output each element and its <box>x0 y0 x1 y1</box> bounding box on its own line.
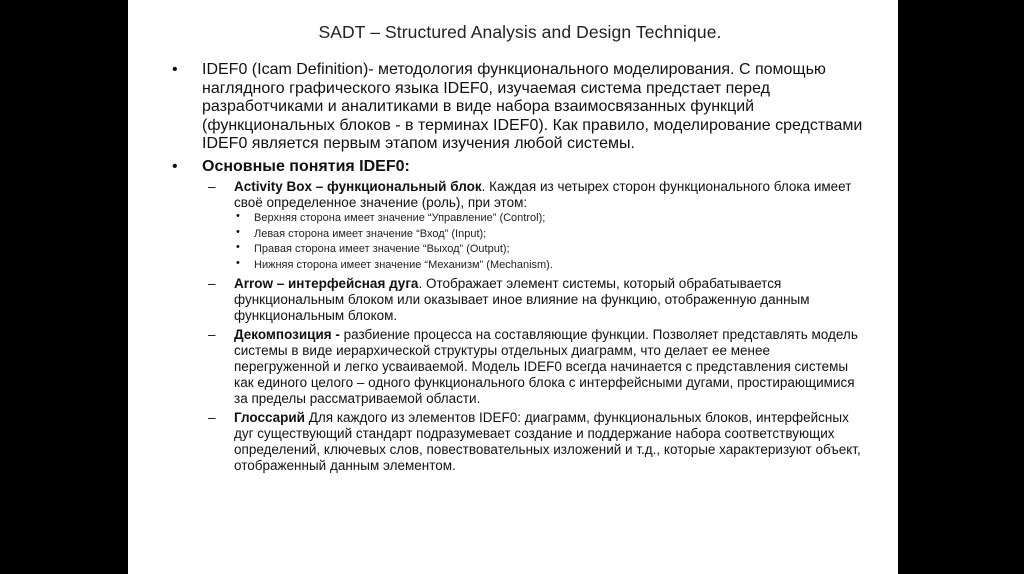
subitem-mechanism <box>172 258 868 274</box>
concept-term: Arrow – интерфейсная дуга <box>234 276 419 291</box>
concept-term: Декомпозиция - <box>234 327 340 342</box>
bullet-idef0 <box>172 61 868 154</box>
slide <box>128 0 898 574</box>
concept-text: . Каждая из четырех сторон функционального блока имеет своё определенное значение (роль), при этом: <box>234 179 852 210</box>
dash-marker: – <box>208 179 216 194</box>
concept-list <box>172 179 868 474</box>
bullet-idef0-lead: IDEF0 (Icam Definition) <box>202 61 369 78</box>
bullet-marker: • <box>172 61 178 78</box>
slide-title: SADT – Structured Analysis and Design Technique. <box>318 22 722 42</box>
concept-activity-box <box>172 179 868 211</box>
subitem-text: Нижняя сторона имеет значение “Механизм” (Mechanism). <box>254 258 553 271</box>
dash-marker: – <box>208 276 216 291</box>
concept-term: Activity Box – функциональный блок <box>234 179 482 194</box>
concept-text: разбиение процесса на составляющие функции. Позволяет представлять модель системы в виде иерархической структуры отдельных диаграмм, что делает ее менее перегруженной и легко усваиваемой. Модель IDEF0 всегда начинается с представления системы как единого целого – одного функционального блока с интерфейсными дугами, простирающимися за пределы рассматриваемой области. <box>234 327 858 406</box>
subitem-text: Верхняя сторона имеет значение “Управление” (Control); <box>254 212 546 224</box>
bullet-basic-concepts <box>172 158 868 177</box>
concept-term: Глоссарий <box>234 410 305 425</box>
sub-bullet-marker: • <box>236 210 240 222</box>
dash-marker: – <box>208 410 216 425</box>
basic-concepts-heading: Основные понятия IDEF0: <box>202 157 410 175</box>
sub-bullet-marker: • <box>236 256 240 269</box>
subitem-input <box>172 227 868 243</box>
sub-bullet-marker: • <box>236 241 240 253</box>
subitem-text: Правая сторона имеет значение “Выход” (Output); <box>254 243 510 255</box>
concept-glossary <box>172 410 868 474</box>
subitem-output <box>172 242 868 258</box>
sub-bullet-marker: • <box>236 225 240 238</box>
concept-decomposition <box>172 327 868 407</box>
bullet-list <box>172 61 868 176</box>
subitem-text: Левая сторона имеет значение “Вход” (Input); <box>254 227 487 240</box>
bullet-marker: • <box>172 157 178 175</box>
dash-marker: – <box>208 327 216 342</box>
concept-text: Для каждого из элементов IDEF0: диаграмм, функциональных блоков, интерфейсных дуг существующий стандарт подразумевает создание и поддержание набора соответствующих определений, ключевых слов, повествовательных изложений и т.д., которые характеризуют объект, отображенный данным элементом. <box>234 410 861 473</box>
bullet-idef0-text: - методология функционального моделирования. С помощью наглядного графического языка IDEF0, изучаемая система предстает перед разработчиками и аналитиками в виде набора взаимосвязанных функций (функциональных блоков - в терминах IDEF0). Как правило, моделирование средствами IDEF0 является первым этапом изучения любой системы. <box>202 61 863 152</box>
subitem-control <box>172 211 868 227</box>
concept-text: . Отображает элемент системы, который обрабатывается функциональным блоком или оказывает иное влияние на функцию, отображенную данным функциональным блоком. <box>234 276 810 323</box>
concept-arrow <box>172 276 868 324</box>
